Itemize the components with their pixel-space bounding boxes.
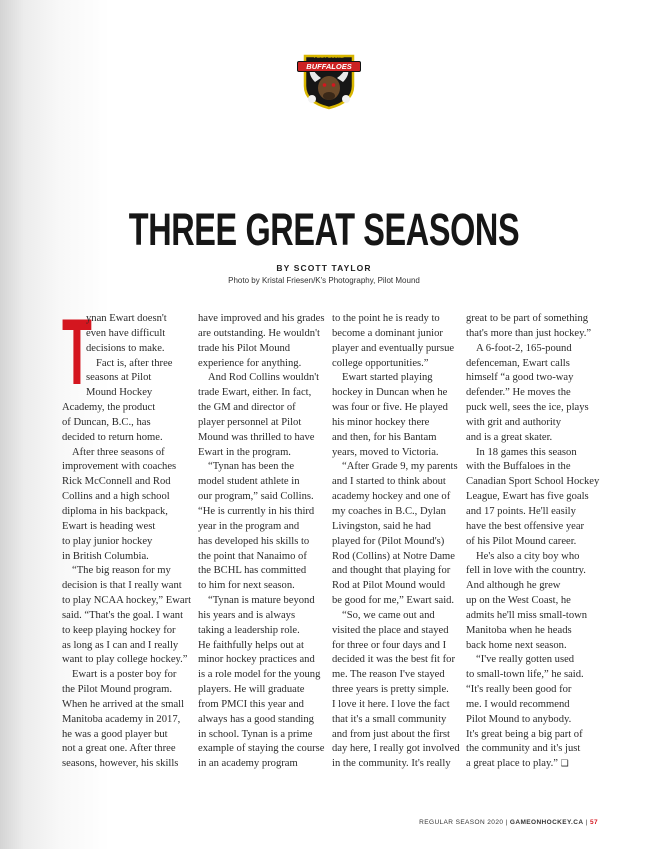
article-headline: THREE GREAT SEASONS: [128, 204, 520, 255]
text-line: And Rod Collins wouldn't: [208, 372, 320, 384]
text-line: example of staying the course: [198, 743, 325, 755]
text-line: Rod at Pilot Mound would: [332, 580, 446, 592]
text-line: seasons, however, his skills: [62, 758, 179, 770]
text-line: in the community. It's really: [332, 758, 451, 770]
text-line: not a great one. After three: [62, 743, 176, 755]
text-line: have the best offensive year: [466, 520, 585, 532]
text-line: in an academy program: [198, 758, 298, 770]
text-line: to play junior hockey: [62, 535, 153, 547]
text-line: was four or five. He played: [332, 402, 448, 414]
text-line: as long as I can and I really: [62, 639, 179, 651]
text-line: that's more than just hockey.”: [466, 327, 592, 339]
text-line: are outstanding. He wouldn't: [198, 327, 320, 339]
text-line: Mound was thrilled to have: [198, 431, 315, 443]
text-line: has developed his skills to: [198, 535, 310, 547]
logo-wordmark: BUFFALOES: [297, 61, 361, 72]
text-line: “Tynan is mature beyond: [208, 595, 315, 607]
text-line: visited the place and stayed: [332, 624, 449, 636]
text-line: Academy, the product: [62, 402, 156, 414]
text-line: experience for anything.: [198, 357, 302, 369]
text-line: he was a good player but: [62, 728, 168, 740]
footer-site: GAMEONHOCKEY.CA: [509, 819, 584, 826]
text-line: Ewart is a poster boy for: [72, 669, 177, 681]
text-line: and then, for his Bantam: [332, 431, 437, 443]
text-line: to keep playing hockey for: [62, 624, 176, 636]
text-line: “He is currently in his third: [198, 505, 315, 517]
text-line: the point that Nanaimo of: [198, 550, 307, 562]
text-line: to small-town life,” he said.: [466, 669, 584, 681]
byline: BY SCOTT TAYLOR: [276, 263, 372, 273]
text-column-2: [198, 312, 326, 772]
text-line: decided it was the best fit for: [332, 654, 455, 666]
text-line: me. I would recommend: [466, 698, 570, 710]
text-line: Collins and a high school: [62, 491, 170, 503]
text-line: be good for me,” Ewart said.: [332, 595, 455, 607]
text-line: his years and is always: [198, 609, 296, 621]
text-line: from PMCI this year and: [198, 698, 304, 710]
text-line: “After Grade 9, my parents: [342, 461, 458, 473]
text-line: and 17 points. He'll easily: [466, 505, 576, 517]
text-line: Livingston, said he had: [332, 520, 431, 532]
text-line: League, Ewart has five goals: [466, 491, 589, 503]
text-line: When he arrived at the small: [62, 698, 185, 710]
text-line: He's also a city boy who: [476, 550, 580, 562]
text-line: always has a good standing: [198, 713, 314, 725]
text-line: trade his Pilot Mound: [198, 342, 291, 354]
text-line: In 18 games this season: [476, 446, 577, 458]
text-line: and is a great skater.: [466, 431, 553, 443]
text-line: Rick McConnell and Rod: [62, 476, 171, 488]
text-line: played for (Pilot Mound's): [332, 535, 445, 547]
text-line: model student athlete in: [198, 476, 300, 488]
text-line: and from just about the first: [332, 728, 450, 740]
text-line: back home next season.: [466, 639, 567, 651]
text-line: to the point he is ready to: [332, 313, 440, 324]
text-line: Manitoba academy in 2017,: [62, 713, 181, 725]
text-line: Pilot Mound to anybody.: [466, 713, 572, 725]
text-line: become a dominant junior: [332, 327, 443, 339]
text-line: Ewart is heading west: [62, 520, 156, 532]
text-line: the BCHL has committed: [198, 565, 307, 577]
footer-separator: |: [585, 819, 588, 826]
text-line: up on the West Coast, he: [466, 595, 571, 607]
footer-season: REGULAR SEASON 2020: [419, 819, 504, 826]
text-line: hockey in Duncan when he: [332, 387, 448, 399]
text-line: defenceman, Ewart calls: [466, 357, 570, 369]
text-line: want to play college hockey.”: [62, 654, 188, 666]
text-line: for three or four days and I: [332, 639, 447, 651]
text-column-3: [332, 312, 460, 772]
text-line: of his Pilot Mound career.: [466, 535, 577, 547]
text-line: of Duncan, B.C., has: [62, 416, 151, 428]
text-line: I love it here. I love the fact: [332, 698, 450, 710]
end-mark-icon: ❑: [560, 759, 569, 770]
text-line: admits he'll miss small-town: [466, 609, 588, 621]
text-line: Fact is, after three: [96, 357, 173, 369]
text-line: even have difficult: [86, 327, 166, 339]
text-line: with grit and authority: [466, 416, 562, 428]
text-line: said. “That's the goal. I want: [62, 609, 184, 621]
text-line: improvement with coaches: [62, 461, 177, 473]
text-line: a great place to play.” ❑: [466, 758, 569, 770]
text-line: have improved and his grades: [198, 313, 325, 324]
page-footer: [419, 819, 598, 826]
text-line: three years is pretty simple.: [332, 684, 449, 696]
text-line: the GM and director of: [198, 402, 296, 414]
text-line: college opportunities.”: [332, 357, 429, 369]
text-line: “I've really gotten used: [476, 654, 575, 666]
text-line: to him for next season.: [198, 580, 295, 592]
text-line: great to be part of something: [466, 313, 589, 324]
text-line: our program,” said Collins.: [198, 491, 314, 503]
text-line: “Tynan has been the: [208, 461, 295, 473]
text-line: puck well, sees the ice, plays: [466, 402, 589, 414]
text-line: taking a leadership role.: [198, 624, 300, 636]
text-line: years, moved to Victoria.: [332, 446, 439, 458]
photo-credit: Photo by Kristal Friesen/K's Photography, Pilot Mound: [228, 276, 420, 285]
text-line: minor hockey practices and: [198, 654, 315, 666]
text-line: year in the program and: [198, 520, 300, 532]
text-line: seasons at Pilot: [86, 372, 152, 384]
text-line: trade Ewart, either. In fact,: [198, 387, 312, 399]
text-column-1: [62, 299, 192, 772]
text-line: A 6-foot-2, 165-pound: [476, 342, 572, 354]
text-line: player and eventually pursue: [332, 342, 455, 354]
text-line: academy hockey and one of: [332, 491, 451, 503]
text-line: that it's a small community: [332, 713, 447, 725]
text-line: decisions to make.: [86, 342, 165, 354]
page-number: 57: [589, 819, 598, 826]
text-line: defender.” He moves the: [466, 387, 571, 399]
text-column-4: [466, 312, 600, 772]
text-line: and I started to think about: [332, 476, 446, 488]
text-line: decided to return home.: [62, 431, 163, 443]
text-line: Ewart started playing: [342, 372, 433, 384]
text-line: to play NCAA hockey,” Ewart: [62, 595, 192, 607]
text-line: It's great being a big part of: [466, 728, 583, 740]
text-line: After three seasons of: [72, 446, 165, 458]
pilot-mound-buffaloes-logo: [299, 52, 359, 110]
text-line: Ewart in the program.: [198, 446, 291, 458]
text-line: player personnel at Pilot: [198, 416, 302, 428]
text-line: fell in love with the country.: [466, 565, 586, 577]
text-line: the Pilot Mound program.: [62, 684, 173, 696]
text-line: Canadian Sport School Hockey: [466, 476, 600, 488]
logo-top-text: PILOT MOUND: [313, 54, 345, 59]
text-line: the community and it's just: [466, 743, 581, 755]
text-line: decision is that I really want: [62, 580, 182, 592]
text-line: players. He will graduate: [198, 684, 305, 696]
text-line: with the Buffaloes in the: [466, 461, 571, 473]
text-line: “It's really been good for: [466, 684, 572, 696]
text-line: Mound Hockey: [86, 387, 153, 399]
text-line: his minor hockey there: [332, 416, 430, 428]
text-line: He faithfully helps out at: [198, 639, 304, 651]
text-line: day here, I really got involved: [332, 743, 460, 755]
text-line: and thought that playing for: [332, 565, 451, 577]
text-line: “The big reason for my: [72, 565, 171, 577]
text-line: me. The reason I've stayed: [332, 669, 445, 681]
text-line: himself “a good two-way: [466, 372, 574, 384]
text-line: my coaches in B.C., Dylan: [332, 505, 446, 517]
text-line: Manitoba when he heads: [466, 624, 572, 636]
text-line: in British Columbia.: [62, 550, 149, 562]
text-line: in school. Tynan is a prime: [198, 728, 313, 740]
text-line: is a role model for the young: [198, 669, 321, 681]
text-line: And although he grew: [466, 580, 561, 592]
drop-cap: T: [62, 299, 92, 404]
text-line: Rod (Collins) at Notre Dame: [332, 550, 455, 562]
text-line: diploma in his backpack,: [62, 505, 168, 517]
text-line: ynan Ewart doesn't: [86, 313, 167, 324]
footer-separator: |: [505, 819, 508, 826]
text-line: “So, we came out and: [342, 609, 435, 621]
